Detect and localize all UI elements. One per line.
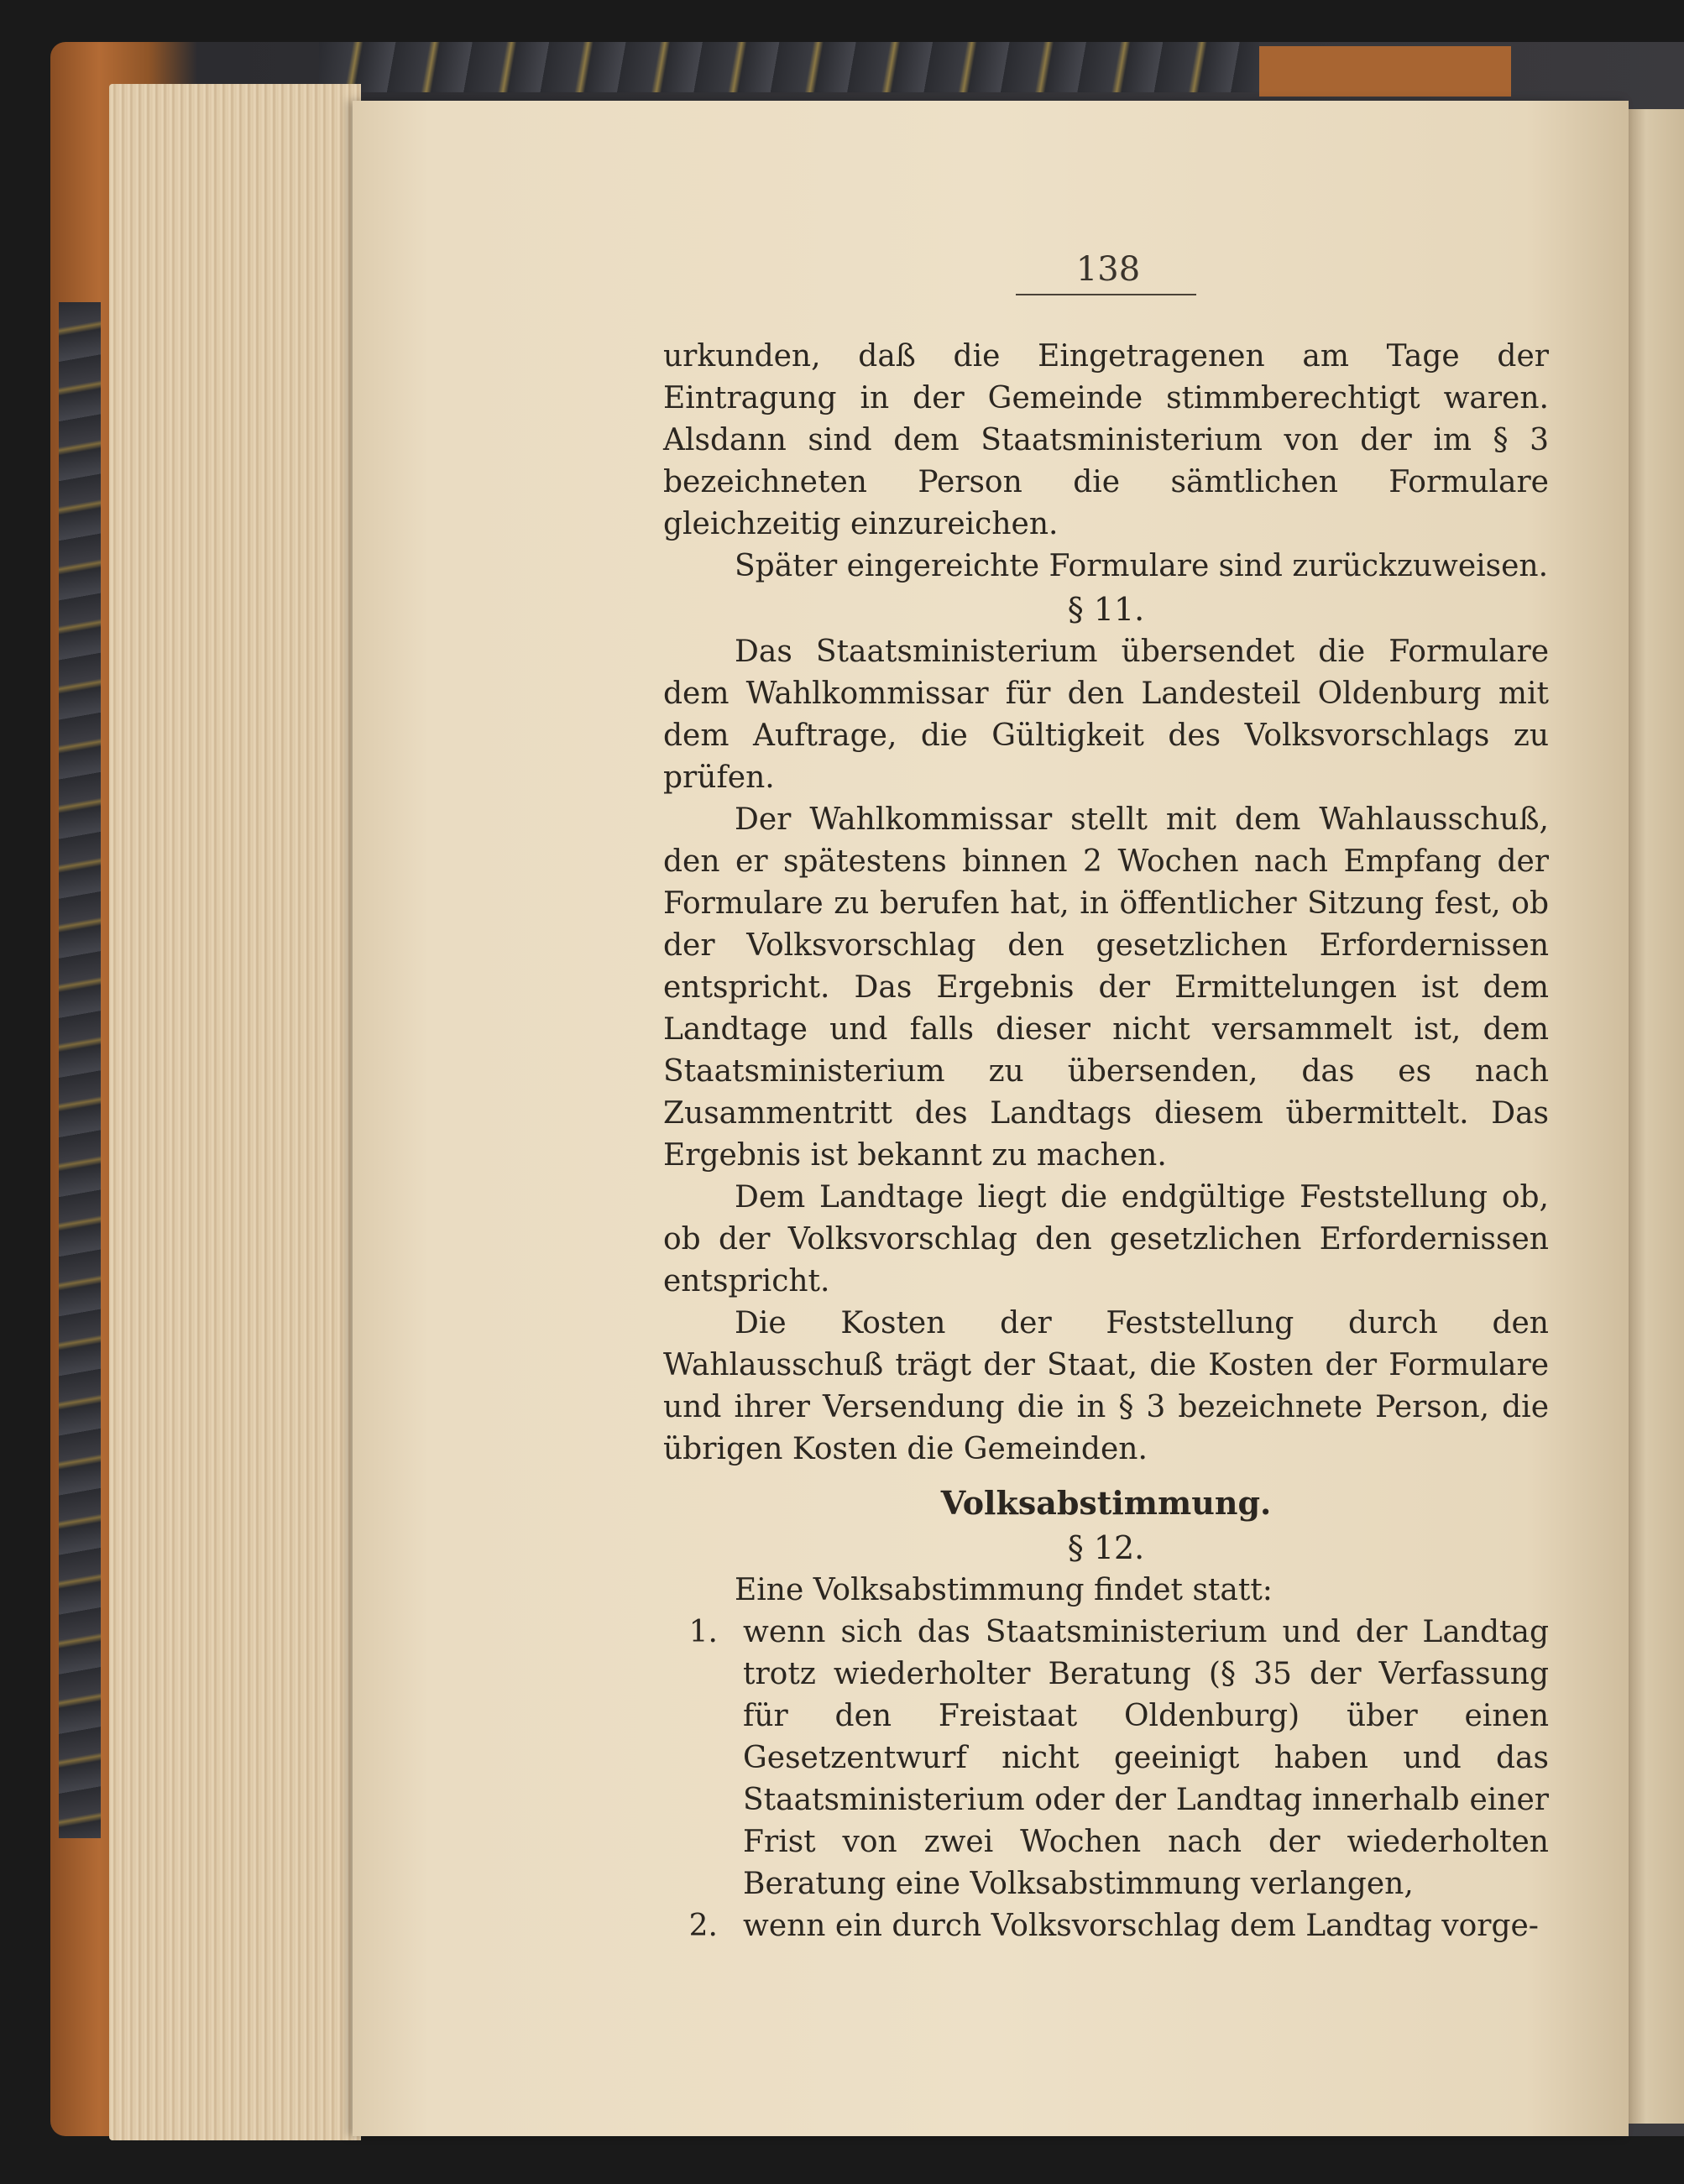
numbered-list	[663, 1612, 1549, 1947]
paragraph: Der Wahlkommissar stellt mit dem Wahlausschuß, den er spätestens binnen 2 Wochen nach Empfang der Formulare zu berufen hat, in öffentlicher Sitzung fest, ob der Volksvorschlag den gesetzlichen Erfordernissen entspricht. Das Ergebnis der Ermittelungen ist dem Landtage und falls dieser nicht versammelt ist, dem Staatsministerium zu übersenden, das es nach Zusammentritt des Landtags diesem übermittelt. Das Ergebnis ist bekannt zu machen.	[663, 802, 1549, 1173]
marbled-binding-top	[319, 42, 1259, 92]
page-number: 138	[1075, 250, 1141, 289]
page-body	[663, 336, 1549, 1947]
paragraph: Die Kosten der Feststellung durch den Wahlausschuß trägt der Staat, die Kosten der Formulare und ihrer Versendung die in § 3 bezeichnete Person, die übrigen Kosten die Gemeinden.	[663, 1306, 1549, 1466]
leather-corner	[1259, 46, 1511, 97]
paragraph-continuation: urkunden, daß die Eingetragenen am Tage der Eintragung in der Gemeinde stimmberechtigt waren. Alsdann sind dem Staatsministerium von der im § 3 bezeichneten Person die sämtlichen Formulare gleichzeitig einzureichen.	[663, 339, 1549, 541]
list-item-text: wenn sich das Staatsministerium und der Landtag trotz wiederholter Beratung (§ 35 der Verfassung für den Freistaat Oldenburg) über einen Gesetzentwurf nicht geeinigt haben und das Staatsministerium oder der Landtag innerhalb einer Frist von zwei Wochen nach der wiederholten Beratung eine Volksabstimmung verlangen,	[743, 1615, 1549, 1901]
marbled-binding-left	[59, 302, 101, 1838]
paragraph: Eine Volksabstimmung findet statt:	[735, 1573, 1273, 1607]
list-item-text: wenn ein durch Volksvorschlag dem Landtag vorge-	[743, 1909, 1539, 1943]
list-item-number: 1.	[688, 1615, 718, 1649]
section-mark-11: § 11.	[1067, 591, 1145, 628]
section-mark-12: § 12.	[1067, 1529, 1145, 1566]
paragraph: Dem Landtage liegt die endgültige Feststellung ob, ob der Volksvorschlag den gesetzlichen Erfordernissen entspricht.	[663, 1180, 1549, 1298]
list-item-number: 2.	[688, 1909, 718, 1943]
list-item	[663, 1905, 1549, 1947]
paragraph: Das Staatsministerium übersendet die Formulare dem Wahlkommissar für den Landesteil Oldenburg mit dem Auftrage, die Gültigkeit des Volksvorschlags zu prüfen.	[663, 635, 1549, 795]
section-heading: Volksabstimmung.	[940, 1484, 1272, 1522]
list-item	[663, 1612, 1549, 1905]
page-edges	[109, 84, 361, 2140]
page-number-rule	[1016, 294, 1196, 295]
paragraph: Später eingereichte Formulare sind zurückzuweisen.	[735, 549, 1549, 583]
facing-page-edge	[1620, 109, 1684, 2124]
